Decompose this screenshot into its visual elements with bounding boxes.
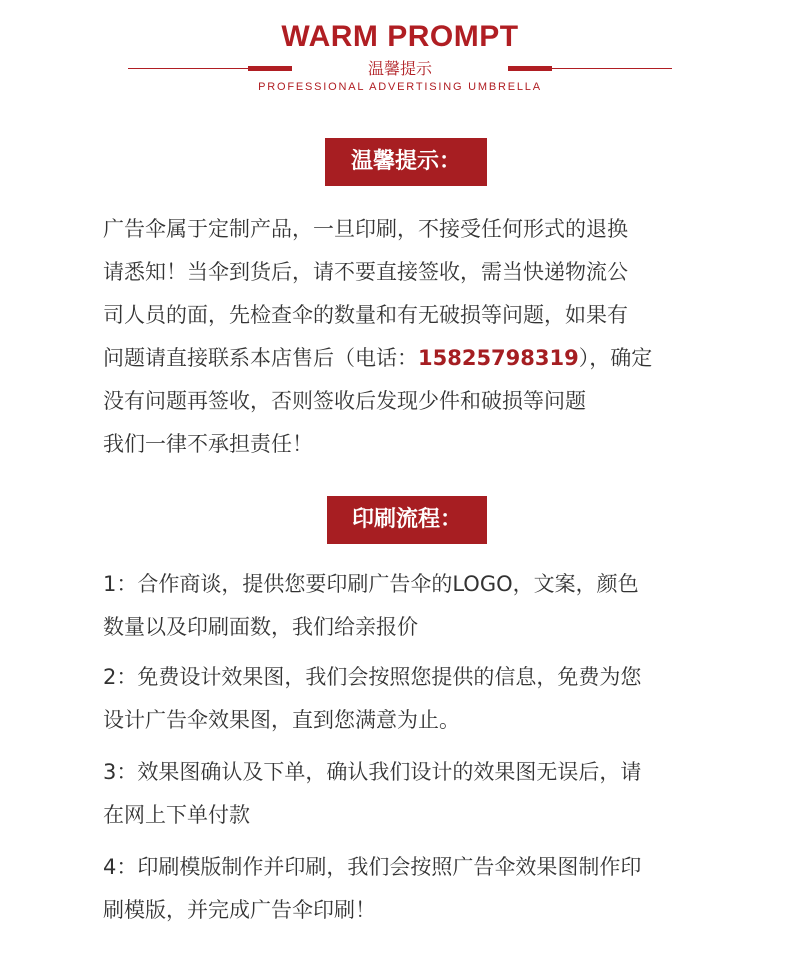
step-4-line-1: 4：印刷模版制作并印刷，我们会按照广告伞效果图制作印: [103, 855, 642, 879]
step-4-line-2: 刷模版，并完成广告伞印刷！: [103, 898, 376, 922]
notice-line-3: 司人员的面，先检查伞的数量和有无破损等问题，如果有: [103, 303, 628, 327]
header-title: WARM PROMPT: [281, 20, 519, 53]
step-1-line-2: 数量以及印刷面数，我们给亲报价: [103, 615, 418, 639]
process-step-2: [103, 656, 743, 742]
notice-text: [103, 208, 743, 466]
step-2-line-1: 2：免费设计效果图，我们会按照您提供的信息，免费为您: [103, 665, 642, 689]
process-step-3: [103, 751, 743, 837]
header-rule-right-bar: [508, 66, 552, 71]
header-rule-left: [128, 68, 248, 69]
step-2-line-2: 设计广告伞效果图，直到您满意为止。: [103, 708, 460, 732]
header-rule-left-bar: [248, 66, 292, 71]
step-3-line-2: 在网上下单付款: [103, 803, 250, 827]
phone-number: 15825798319: [418, 346, 579, 370]
process-label: 印刷流程：: [327, 496, 487, 544]
notice-line-2: 请悉知！当伞到货后，请不要直接签收，需当快递物流公: [103, 260, 628, 284]
process-step-4: [103, 846, 743, 932]
notice-line-5: 没有问题再签收，否则签收后发现少件和破损等问题: [103, 389, 586, 413]
process-step-1: [103, 563, 743, 649]
notice-label: 温馨提示：: [325, 138, 487, 186]
header-title-cn: 温馨提示: [367, 59, 432, 78]
step-1-line-1: 1：合作商谈，提供您要印刷广告伞的LOGO，文案，颜色: [103, 572, 639, 596]
notice-line-1: 广告伞属于定制产品，一旦印刷，不接受任何形式的退换: [103, 217, 628, 241]
header-subtitle: PROFESSIONAL ADVERTISING UMBRELLA: [258, 81, 542, 93]
notice-line-4: [103, 337, 743, 380]
notice-line-4-start: 问题请直接联系本店售后（电话：: [103, 346, 418, 370]
step-3-line-1: 3：效果图确认及下单，确认我们设计的效果图无误后，请: [103, 760, 642, 784]
notice-line-6: 我们一律不承担责任！: [103, 432, 313, 456]
notice-line-4-end: ），确定: [578, 346, 653, 370]
header-rule-right: [552, 68, 672, 69]
